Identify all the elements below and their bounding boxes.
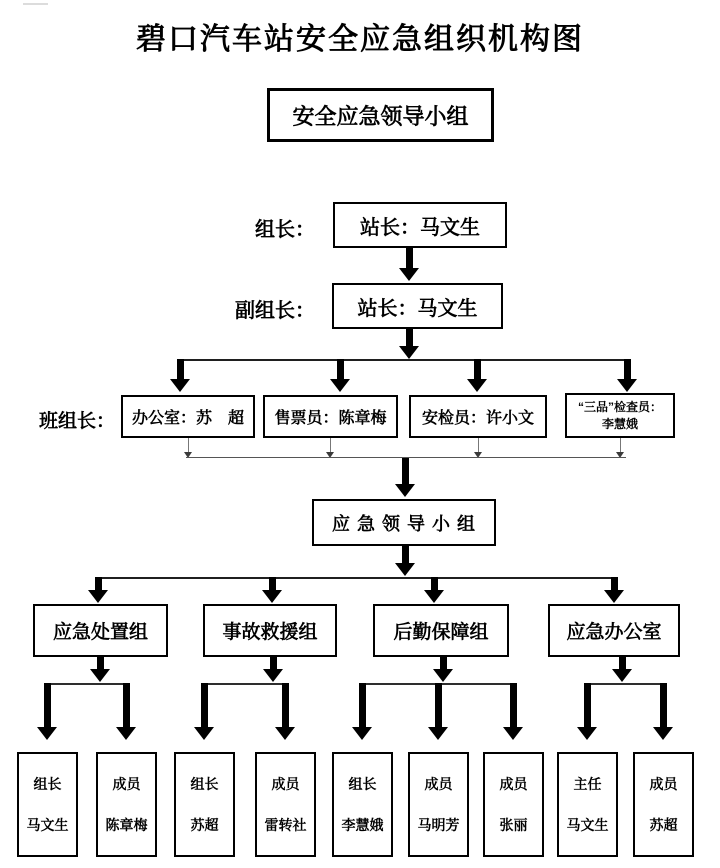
down-arrow-shaft	[406, 329, 413, 346]
down-arrow-shaft	[359, 683, 366, 727]
down-arrow-head-icon	[395, 563, 415, 576]
member-role: 成员	[112, 776, 141, 792]
member-name: 雷转社	[264, 817, 307, 833]
down-arrow-head-icon	[424, 590, 444, 603]
scan-artifact	[23, 3, 48, 5]
member-box	[96, 752, 157, 857]
down-arrow-shaft	[611, 577, 618, 590]
down-arrow	[263, 657, 283, 682]
down-arrow	[653, 683, 673, 740]
down-arrow-shaft	[435, 683, 442, 727]
down-arrow-head-icon	[653, 727, 673, 740]
down-arrow-shaft	[269, 577, 276, 590]
member-name: 苏超	[649, 817, 678, 833]
down-arrow-head-icon	[433, 669, 453, 682]
down-arrow-head-icon	[467, 379, 487, 392]
down-arrow-head-icon	[399, 268, 419, 281]
down-arrow-shaft	[44, 683, 51, 727]
down-arrow-head-icon	[88, 590, 108, 603]
thin-arrow-shaft	[330, 438, 331, 452]
member-role: 组长	[190, 776, 219, 792]
down-arrow-shaft	[619, 657, 626, 669]
down-arrow-head-icon	[116, 727, 136, 740]
down-arrow	[604, 577, 624, 603]
down-arrow-shaft	[270, 657, 277, 669]
down-arrow-head-icon	[263, 669, 283, 682]
down-arrow	[424, 577, 444, 603]
down-arrow	[170, 359, 190, 392]
member-name: 李慧娥	[341, 817, 384, 833]
down-arrow-head-icon	[37, 727, 57, 740]
accident-rescue-box: 事故救援组	[203, 604, 337, 657]
down-arrow-shaft	[440, 657, 447, 669]
down-arrow-shaft	[474, 359, 481, 379]
down-arrow	[617, 359, 637, 392]
down-arrow-shaft	[337, 359, 344, 379]
thin-arrow-shaft	[478, 438, 479, 452]
member-name: 苏超	[190, 817, 219, 833]
down-arrow-head-icon	[503, 727, 523, 740]
member-role: 组长	[348, 776, 377, 792]
down-arrow-shaft	[406, 248, 413, 268]
down-arrow-head-icon	[604, 590, 624, 603]
member-name: 张丽	[499, 817, 528, 833]
down-arrow-head-icon	[352, 727, 372, 740]
down-arrow	[90, 657, 110, 682]
safety-emergency-leadership-box: 安全应急领导小组	[267, 88, 494, 142]
security-inspector-box: 安检员：许小文	[409, 395, 547, 438]
thin-down-arrow	[614, 438, 626, 458]
deputy-group-leader-box: 站长：马文生	[332, 283, 503, 329]
down-arrow-head-icon	[275, 727, 295, 740]
member-name: 马文生	[566, 817, 609, 833]
down-arrow	[275, 683, 295, 740]
down-arrow-shaft	[624, 359, 631, 379]
down-arrow-shaft	[282, 683, 289, 727]
member-role: 成员	[424, 776, 453, 792]
down-arrow-shaft	[510, 683, 517, 727]
down-arrow	[352, 683, 372, 740]
member-box	[17, 752, 78, 857]
group-leader-label: 组长：	[255, 219, 315, 241]
thin-down-arrow	[182, 438, 194, 458]
down-arrow-head-icon	[399, 346, 419, 359]
down-arrow-shaft	[97, 657, 104, 669]
down-arrow	[262, 577, 282, 603]
member-box	[255, 752, 316, 857]
down-arrow-head-icon	[194, 727, 214, 740]
down-arrow-shaft	[201, 683, 208, 727]
connector-line	[179, 359, 629, 361]
member-role: 成员	[271, 776, 300, 792]
down-arrow	[395, 458, 415, 497]
down-arrow	[399, 248, 419, 281]
member-role: 成员	[499, 776, 528, 792]
down-arrow	[37, 683, 57, 740]
down-arrow-shaft	[402, 458, 409, 484]
ticket-seller-box: 售票员：陈章梅	[263, 395, 398, 438]
down-arrow	[88, 577, 108, 603]
down-arrow-head-icon	[330, 379, 350, 392]
down-arrow-head-icon	[395, 484, 415, 497]
down-arrow	[194, 683, 214, 740]
down-arrow-shaft	[95, 577, 102, 590]
thin-arrow-shaft	[188, 438, 189, 452]
member-role: 主任	[573, 776, 602, 792]
down-arrow	[467, 359, 487, 392]
member-name: 马明芳	[417, 817, 460, 833]
office-box: 办公室：苏 超	[121, 395, 255, 438]
member-box	[633, 752, 694, 857]
member-box	[174, 752, 235, 857]
connector-line	[46, 683, 127, 685]
down-arrow-shaft	[660, 683, 667, 727]
three-items-inspector-box	[565, 393, 675, 438]
member-role: 组长	[33, 776, 62, 792]
chart-title: 碧口汽车站安全应急组织机构图	[136, 23, 584, 56]
team-leader-label: 班组长：	[38, 411, 115, 432]
down-arrow-shaft	[402, 546, 409, 563]
logistics-support-box: 后勤保障组	[373, 604, 509, 657]
member-role: 成员	[649, 776, 678, 792]
down-arrow-head-icon	[262, 590, 282, 603]
member-box	[483, 752, 544, 857]
emergency-response-box: 应急处置组	[33, 604, 168, 657]
down-arrow	[433, 657, 453, 682]
down-arrow-head-icon	[428, 727, 448, 740]
down-arrow-shaft	[431, 577, 438, 590]
emergency-leadership-group-box: 应 急 领 导 小 组	[312, 499, 496, 546]
member-box	[408, 752, 469, 857]
down-arrow	[116, 683, 136, 740]
down-arrow-shaft	[123, 683, 130, 727]
deputy-group-leader-label: 副组长：	[235, 300, 315, 322]
down-arrow	[503, 683, 523, 740]
member-name: 马文生	[26, 817, 69, 833]
down-arrow-shaft	[584, 683, 591, 727]
down-arrow-head-icon	[617, 379, 637, 392]
down-arrow-shaft	[177, 359, 184, 379]
down-arrow	[330, 359, 350, 392]
down-arrow	[395, 546, 415, 576]
thin-arrow-shaft	[620, 438, 621, 452]
down-arrow	[612, 657, 632, 682]
connector-line	[97, 577, 615, 579]
three-items-inspector-title: “三品”检查员：	[577, 399, 662, 414]
thin-down-arrow	[472, 438, 484, 458]
group-leader-box: 站长：马文生	[333, 202, 507, 248]
member-name: 陈章梅	[105, 817, 148, 833]
down-arrow-head-icon	[577, 727, 597, 740]
three-items-inspector-name: 李慧娥	[601, 416, 638, 431]
down-arrow-head-icon	[170, 379, 190, 392]
down-arrow-head-icon	[612, 669, 632, 682]
down-arrow	[428, 683, 448, 740]
down-arrow	[399, 329, 419, 359]
down-arrow-head-icon	[90, 669, 110, 682]
member-box	[557, 752, 618, 857]
member-box	[332, 752, 393, 857]
down-arrow	[577, 683, 597, 740]
emergency-office-box: 应急办公室	[548, 604, 680, 657]
thin-down-arrow	[324, 438, 336, 458]
